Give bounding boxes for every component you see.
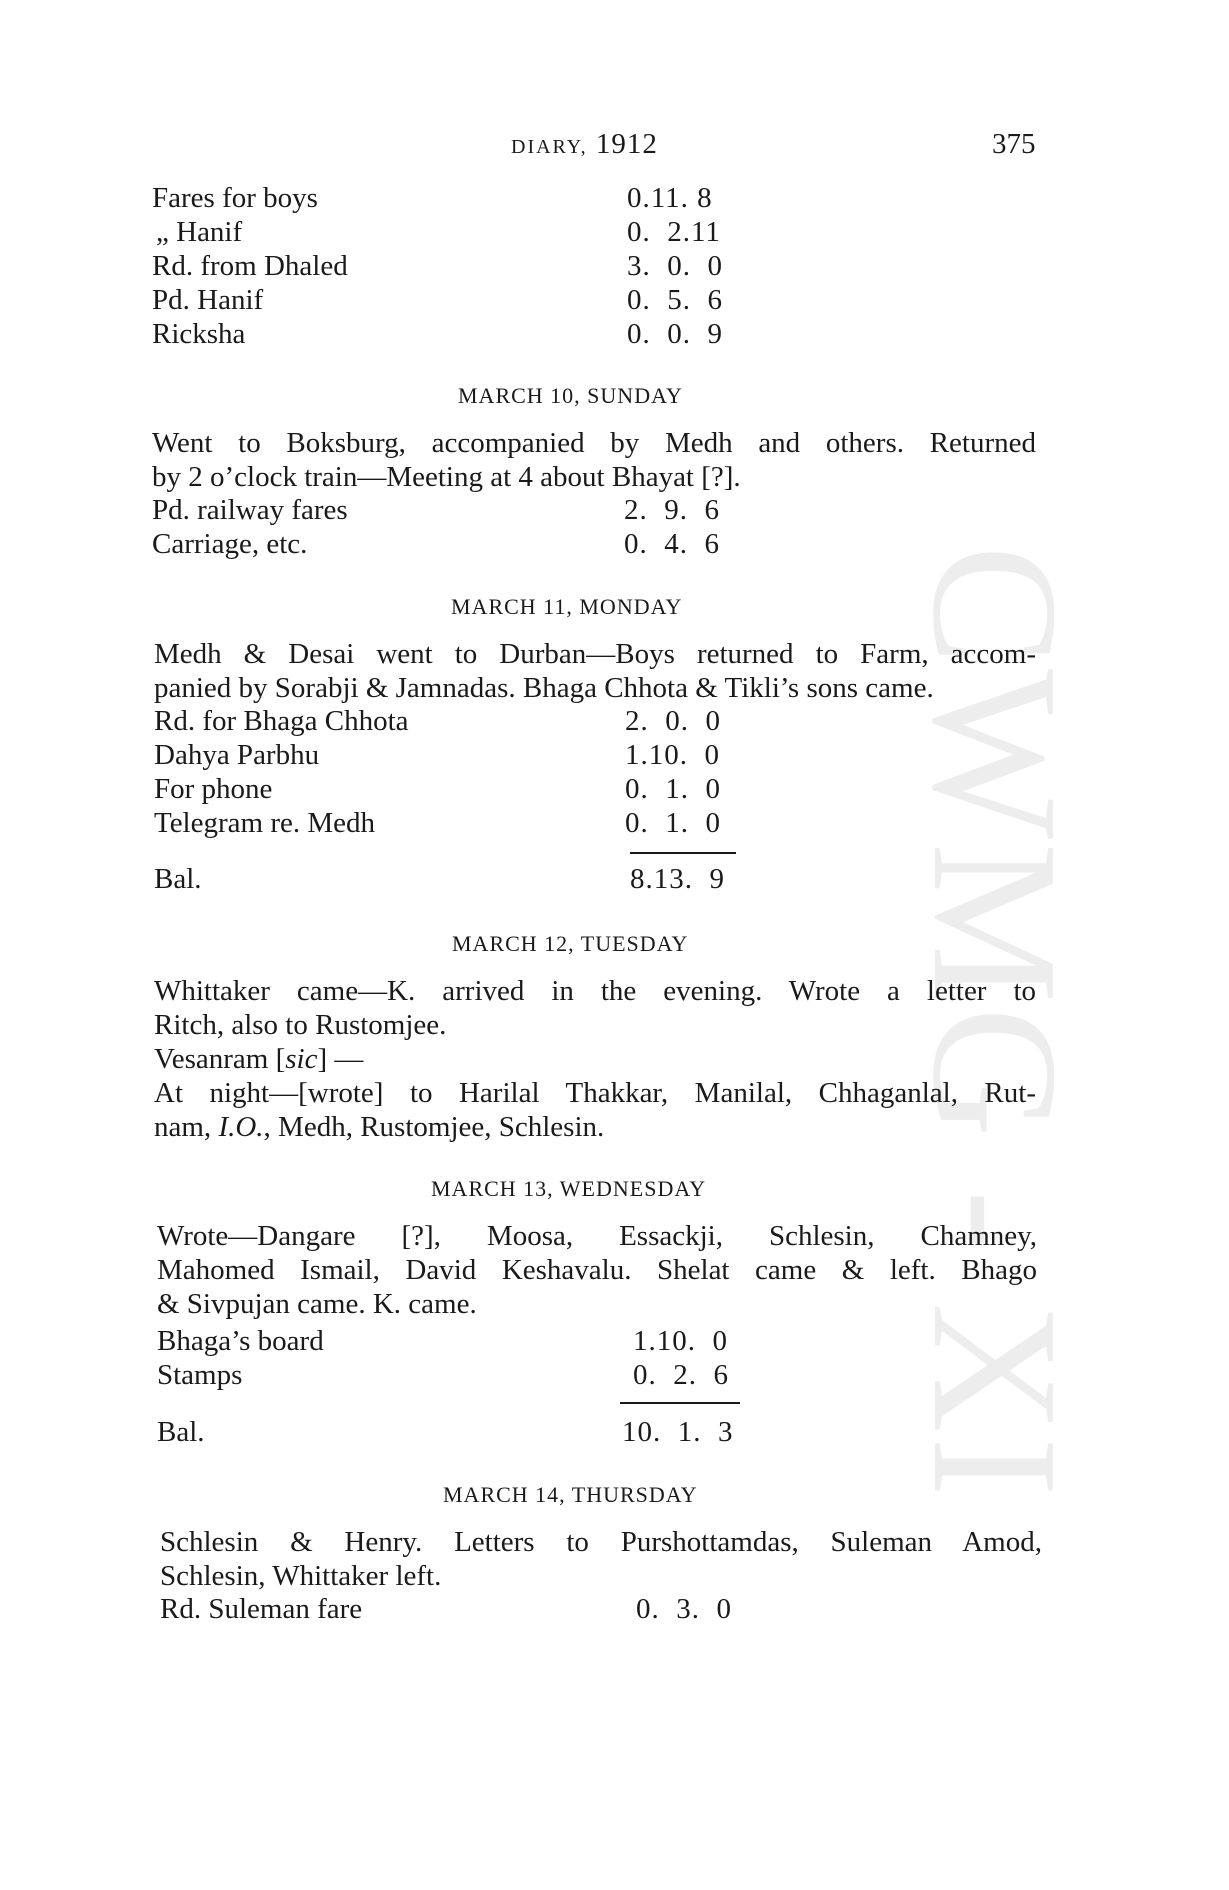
text-line: At night—[wrote] to Harilal Thakkar, Manilal, Chhaganlal, Rut- bbox=[154, 1077, 1036, 1109]
entry-heading: MARCH 11, MONDAY bbox=[451, 594, 683, 619]
entry-text bbox=[157, 1219, 1037, 1321]
account-row bbox=[0, 182, 1229, 216]
account-amount: 0. 3. 0 bbox=[636, 1593, 732, 1625]
text-fragment: nam, bbox=[154, 1111, 219, 1143]
sum-rule bbox=[630, 852, 736, 854]
account-row bbox=[0, 250, 1229, 284]
account-row bbox=[0, 807, 1229, 841]
sum-rule bbox=[620, 1402, 740, 1404]
text-fragment: , Medh, Rustomjee, Schlesin. bbox=[263, 1111, 605, 1143]
running-header bbox=[0, 128, 1229, 168]
entry-text bbox=[154, 974, 1036, 1144]
account-label: Bhaga’s board bbox=[157, 1325, 324, 1357]
entry-heading: MARCH 12, TUESDAY bbox=[452, 931, 689, 956]
account-row bbox=[0, 705, 1229, 739]
text-line: Mahomed Ismail, David Keshavalu. Shelat came & left. Bhago bbox=[157, 1254, 1037, 1286]
account-label: Carriage, etc. bbox=[152, 528, 308, 560]
text-line: panied by Sorabji & Jamnadas. Bhaga Chhota & Tikli’s sons came. bbox=[154, 672, 934, 704]
italic-fragment: sic bbox=[285, 1043, 318, 1075]
text-line: Whittaker came—K. arrived in the evening. Wrote a letter to bbox=[154, 975, 1036, 1007]
account-label: Rd. Suleman fare bbox=[160, 1593, 363, 1625]
running-title-label: DIARY, bbox=[511, 136, 588, 158]
account-label: „ Hanif bbox=[156, 216, 243, 248]
text-line: Schlesin, Whittaker left. bbox=[160, 1560, 442, 1592]
balance-label: Bal. bbox=[157, 1416, 205, 1448]
text-line: Wrote—Dangare [?], Moosa, Essackji, Schlesin, Chamney, bbox=[157, 1220, 1037, 1252]
account-row bbox=[0, 318, 1229, 352]
text-line: Went to Boksburg, accompanied by Medh and others. Returned bbox=[152, 427, 1036, 459]
text-line: Medh & Desai went to Durban—Boys returned to Farm, accom- bbox=[154, 638, 1036, 670]
italic-fragment: I.O. bbox=[218, 1111, 264, 1143]
account-row bbox=[0, 1359, 1229, 1393]
account-label: Ricksha bbox=[152, 318, 246, 350]
account-amount: 0. 4. 6 bbox=[624, 528, 720, 560]
account-row bbox=[0, 494, 1229, 528]
account-amount: 0. 1. 0 bbox=[625, 773, 721, 805]
entry-text bbox=[154, 637, 1036, 705]
balance-row bbox=[0, 1416, 1229, 1450]
account-amount: 0. 2.11 bbox=[627, 216, 721, 248]
balance-label: Bal. bbox=[154, 863, 202, 895]
entry-heading: MARCH 14, THURSDAY bbox=[443, 1482, 698, 1507]
account-label: Pd. railway fares bbox=[152, 494, 348, 526]
account-amount: 1.10. 0 bbox=[625, 739, 720, 771]
text-line: & Sivpujan came. K. came. bbox=[157, 1288, 477, 1320]
entry-text bbox=[152, 426, 1036, 494]
text-line: Ritch, also to Rustomjee. bbox=[154, 1009, 447, 1041]
text-line bbox=[154, 1110, 1036, 1144]
text-line: Schlesin & Henry. Letters to Purshottamdas, Suleman Amod, bbox=[160, 1526, 1042, 1558]
account-amount: 0. 1. 0 bbox=[625, 807, 721, 839]
text-fragment: Vesanram [ bbox=[154, 1043, 286, 1075]
account-amount: 2. 0. 0 bbox=[625, 705, 721, 737]
account-row bbox=[0, 773, 1229, 807]
account-label: Fares for boys bbox=[152, 182, 318, 214]
balance-row bbox=[0, 863, 1229, 897]
account-row bbox=[0, 216, 1229, 250]
text-fragment: ] — bbox=[317, 1043, 364, 1075]
running-title bbox=[511, 128, 658, 161]
account-row bbox=[0, 528, 1229, 562]
account-row bbox=[0, 284, 1229, 318]
account-label: Stamps bbox=[157, 1359, 243, 1391]
account-amount: 0. 5. 6 bbox=[627, 284, 723, 316]
account-amount: 1.10. 0 bbox=[633, 1325, 728, 1357]
account-label: Rd. for Bhaga Chhota bbox=[154, 705, 409, 737]
text-line bbox=[154, 1042, 1036, 1076]
account-amount: 2. 9. 6 bbox=[624, 494, 720, 526]
entry-heading: MARCH 10, SUNDAY bbox=[458, 383, 683, 408]
account-label: Dahya Parbhu bbox=[154, 739, 320, 771]
running-title-year: 1912 bbox=[595, 128, 658, 160]
balance-amount: 10. 1. 3 bbox=[622, 1416, 734, 1448]
entry-text bbox=[160, 1525, 1042, 1593]
account-label: Pd. Hanif bbox=[152, 284, 264, 316]
account-row bbox=[0, 1325, 1229, 1359]
account-row bbox=[0, 1593, 1229, 1627]
account-amount: 3. 0. 0 bbox=[627, 250, 723, 282]
account-label: Rd. from Dhaled bbox=[152, 250, 348, 282]
entry-heading: MARCH 13, WEDNESDAY bbox=[431, 1176, 707, 1201]
account-amount: 0. 0. 9 bbox=[627, 318, 723, 350]
account-label: Telegram re. Medh bbox=[154, 807, 376, 839]
account-label: For phone bbox=[154, 773, 273, 805]
text-line: by 2 o’clock train—Meeting at 4 about Bhayat [?]. bbox=[152, 461, 741, 493]
watermark: CWMG - XI bbox=[896, 545, 1095, 1501]
balance-amount: 8.13. 9 bbox=[630, 863, 725, 895]
account-row bbox=[0, 739, 1229, 773]
account-amount: 0.11. 8 bbox=[627, 182, 713, 214]
account-amount: 0. 2. 6 bbox=[633, 1359, 729, 1391]
page-number: 375 bbox=[992, 128, 1036, 160]
